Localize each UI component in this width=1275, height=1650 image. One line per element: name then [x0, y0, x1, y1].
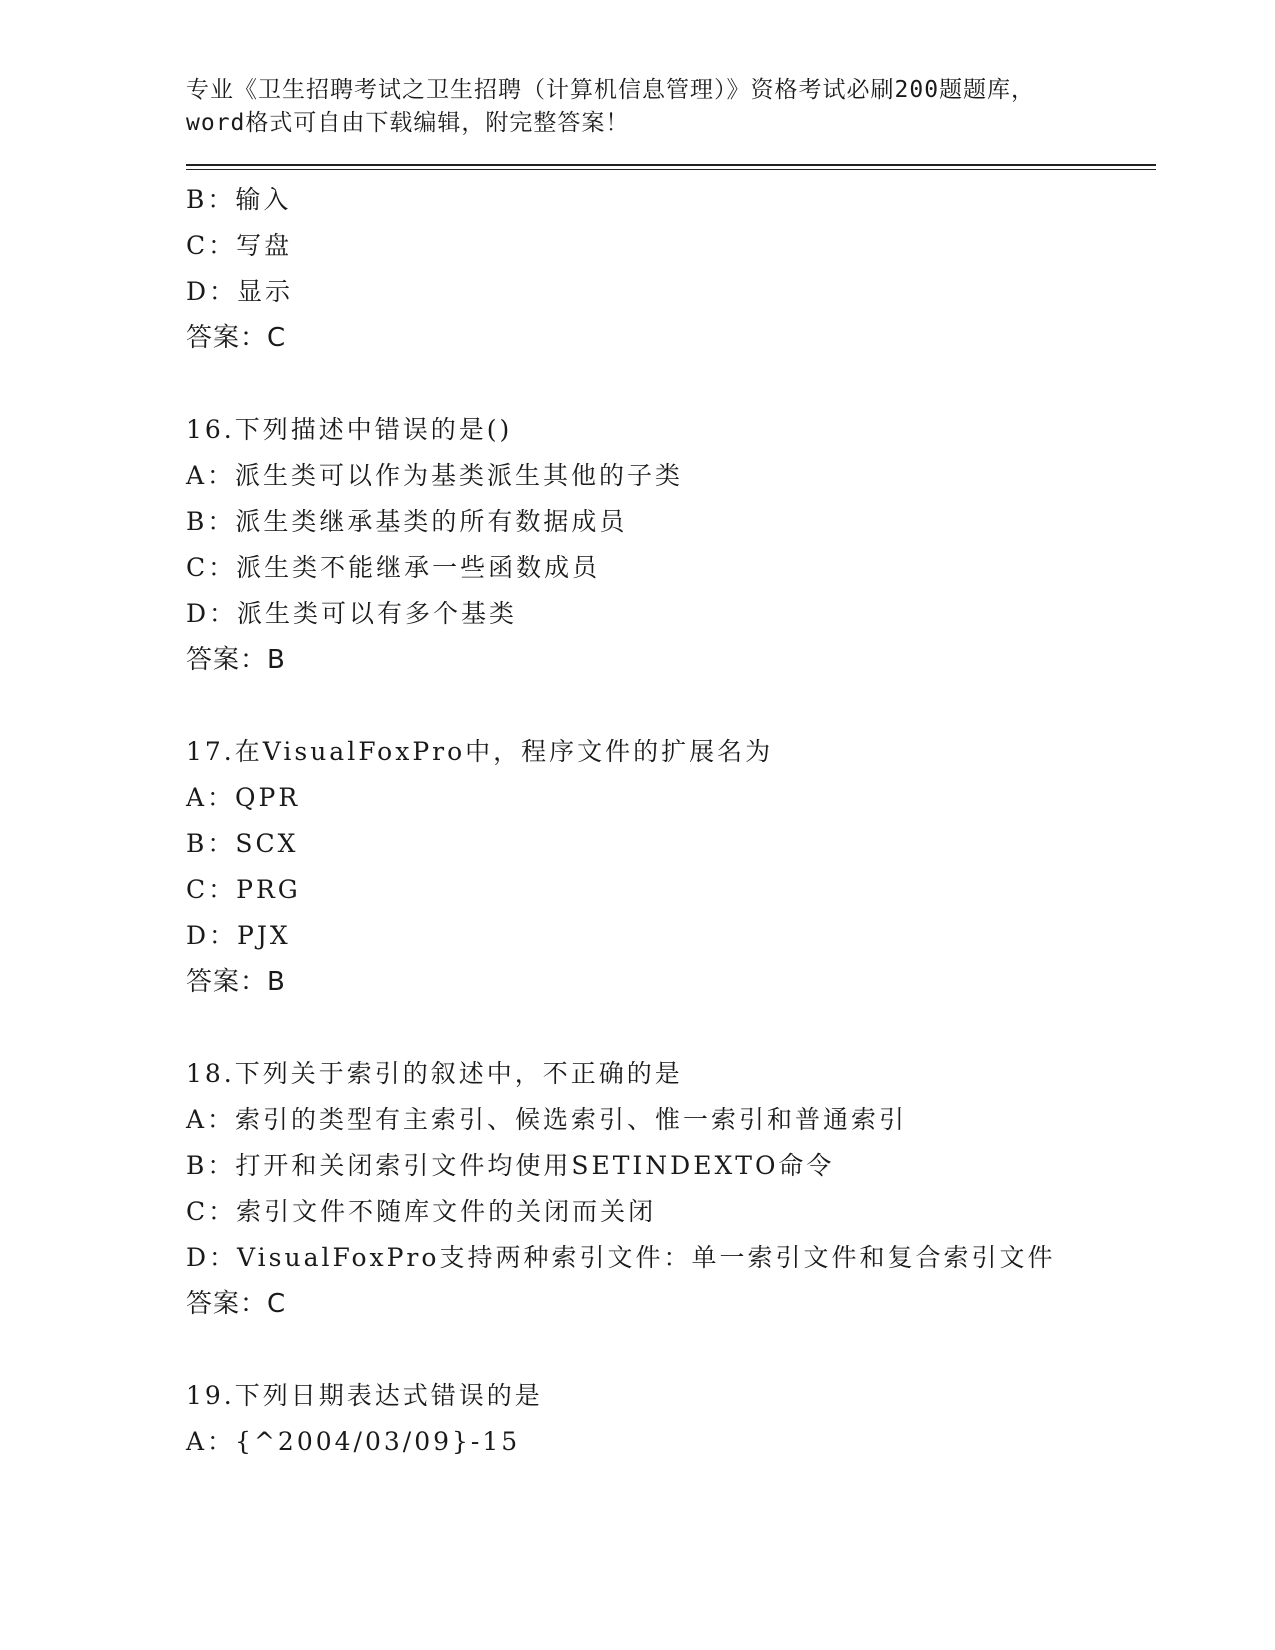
- option-d: D：派生类可以有多个基类: [186, 599, 518, 628]
- option-b: B：派生类继承基类的所有数据成员: [186, 507, 628, 536]
- option-c: C：PRG: [186, 875, 301, 904]
- option-a: A：QPR: [186, 783, 301, 812]
- question-stem: 18.下列关于索引的叙述中，不正确的是: [186, 1059, 683, 1088]
- answer-line: 答案：C: [186, 323, 287, 353]
- answer-line: 答案：B: [186, 645, 286, 675]
- header-divider: [186, 164, 1156, 170]
- option-b: B：输入: [186, 185, 292, 214]
- option-a: A：索引的类型有主索引、候选索引、惟一索引和普通索引: [186, 1105, 908, 1134]
- answer-line: 答案：C: [186, 1289, 287, 1319]
- option-c: C：索引文件不随库文件的关闭而关闭: [186, 1197, 657, 1226]
- question-block: [186, 1051, 1156, 1327]
- option-a: A：派生类可以作为基类派生其他的子类: [186, 461, 684, 490]
- question-stem: 17.在VisualFoxPro中，程序文件的扩展名为: [186, 737, 774, 766]
- question-stem: 19.下列日期表达式错误的是: [186, 1381, 543, 1410]
- option-d: D：显示: [186, 277, 294, 306]
- document-header: [186, 74, 1156, 140]
- header-title-line-2: word格式可自由下载编辑，附完整答案！: [186, 110, 630, 136]
- option-c: C：写盘: [186, 231, 293, 260]
- question-stem: 16.下列描述中错误的是(): [186, 415, 513, 444]
- option-b: B：SCX: [186, 829, 299, 858]
- question-block: [186, 729, 1156, 1005]
- question-list: [186, 177, 1156, 1465]
- answer-line: 答案：B: [186, 967, 286, 997]
- question-block: [186, 407, 1156, 683]
- option-a: A：{^2004/03/09}-15: [186, 1427, 521, 1456]
- option-b: B：打开和关闭索引文件均使用SETINDEXTO命令: [186, 1151, 835, 1180]
- header-title-line-1: 专业《卫生招聘考试之卫生招聘（计算机信息管理）》资格考试必刷200题题库，: [186, 77, 1036, 103]
- question-block: [186, 1373, 1156, 1465]
- option-c: C：派生类不能继承一些函数成员: [186, 553, 601, 582]
- question-block: [186, 177, 1156, 361]
- document-page: [186, 0, 1156, 1465]
- option-d: D：VisualFoxPro支持两种索引文件：单一索引文件和复合索引文件: [186, 1243, 1056, 1272]
- option-d: D：PJX: [186, 921, 291, 950]
